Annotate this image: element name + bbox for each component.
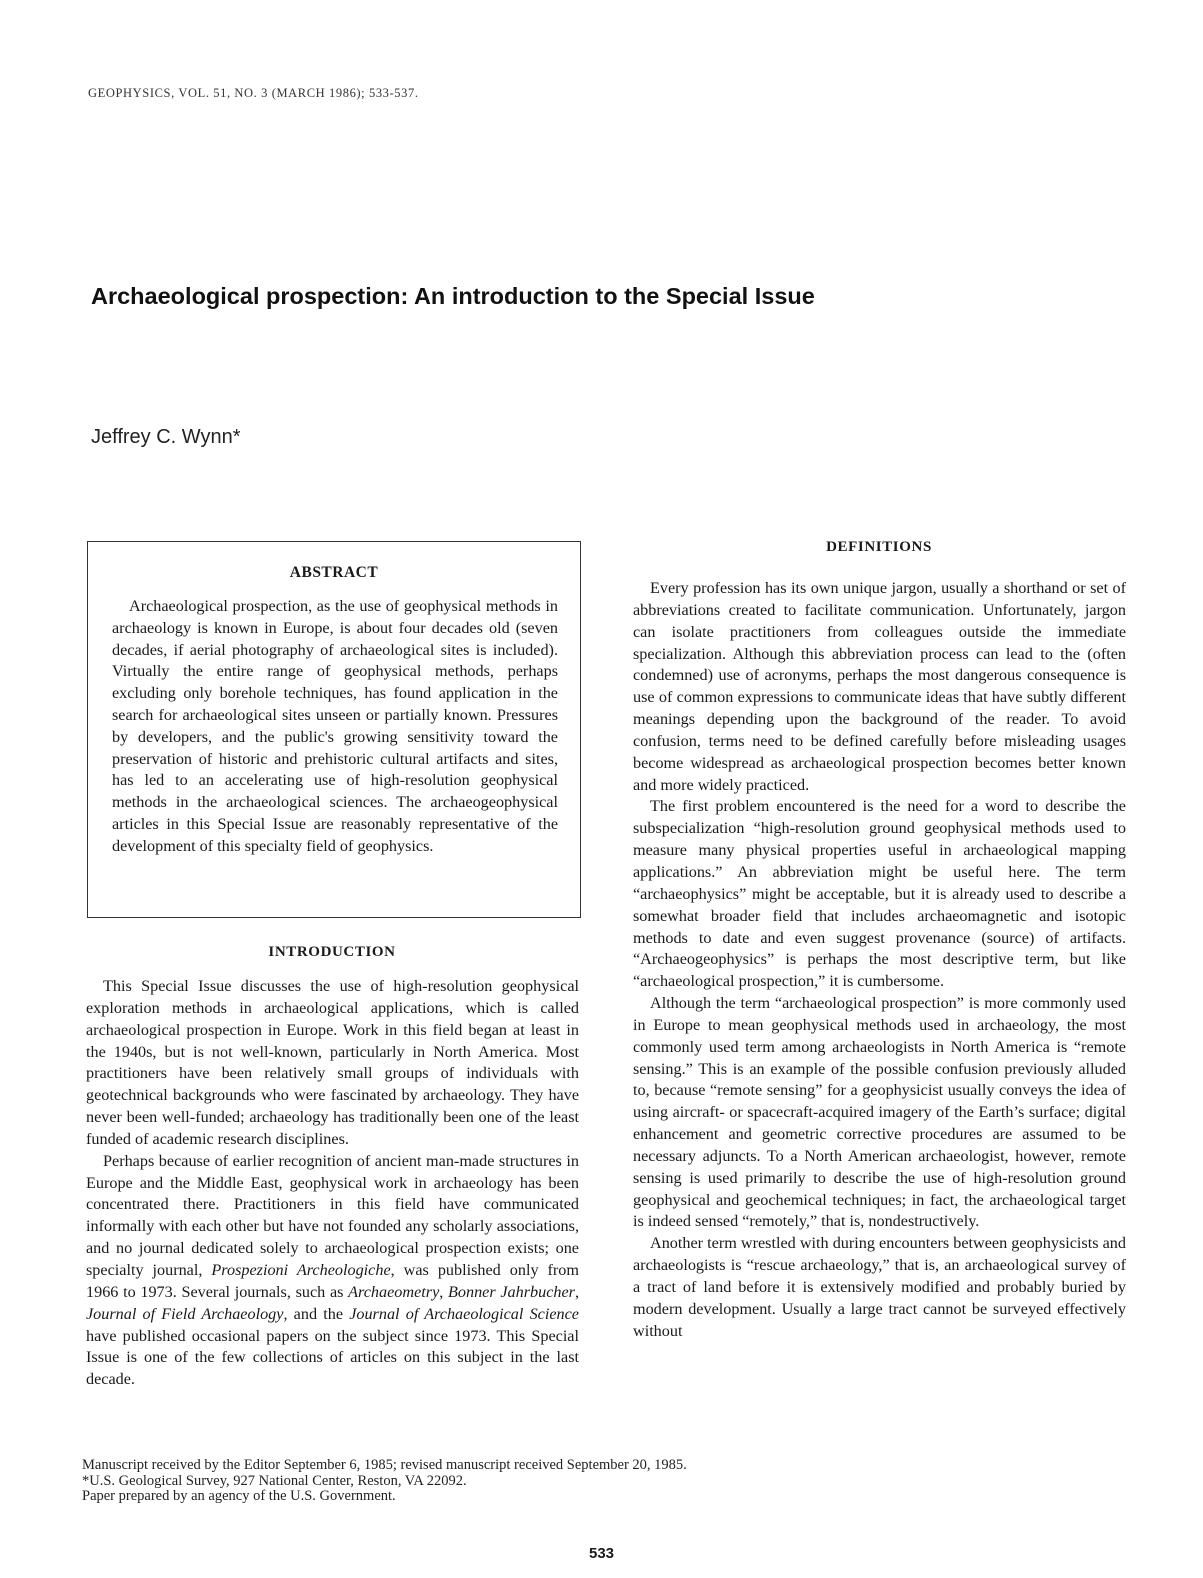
journal-header: GEOPHYSICS, VOL. 51, NO. 3 (MARCH 1986); 533-537.: [88, 86, 419, 100]
author-name: Jeffrey C. Wynn*: [91, 426, 241, 448]
footnote-manuscript: Manuscript received by the Editor September 6, 1985; revised manuscript received September 20, 1985.: [82, 1457, 687, 1473]
definitions-heading: DEFINITIONS: [826, 539, 932, 555]
abstract-box: [87, 541, 581, 918]
definitions-body: [633, 578, 1126, 1343]
text-run: ,: [574, 1282, 580, 1301]
introduction-paragraph: This Special Issue discusses the use of high-resolution geophysical exploration methods in archaeological applications, which is called archaeological prospection in Europe. Work in this field began at least in the 1940s, but is not well-known, particularly in North America. Most practitioners have been relatively small groups of individuals with geotechnical backgrounds who were fascinated by archaeology. They have never been well-funded; archaeology has traditionally been one of the least funded of academic research disciplines.: [86, 977, 579, 1148]
page-number: 533: [588, 1545, 615, 1562]
journal-title: Bonner Jahrbucher: [448, 1282, 575, 1301]
text-run: , was published only from 1966 to 1973. Several journals, such as: [86, 1260, 579, 1301]
text-run: Perhaps because of earlier recognition of ancient man-made structures in Europe and the Middle East, geophysical work in archaeology has been concentrated there. Practitioners in this field have communicated informally with each other but have not founded any scholarly associations, and no journal dedicated solely to archaeological prospection exists; one specialty journal,: [86, 1151, 579, 1279]
journal-title: Prospezioni Archeologiche: [211, 1260, 391, 1279]
definitions-paragraph: Another term wrestled with during encounters between geophysicists and archaeologists is “rescue archaeology,” that is, an archaeological survey of a tract of land before it is extensively modified and probably buried by modern development. Usually a large tract cannot be surveyed effectively without: [633, 1234, 1126, 1340]
text-run: , and the: [283, 1304, 350, 1323]
abstract-heading: ABSTRACT: [289, 564, 379, 581]
introduction-body: [86, 976, 579, 1391]
introduction-heading: INTRODUCTION: [268, 944, 396, 960]
introduction-paragraph: [86, 1151, 579, 1391]
footnote-government: Paper prepared by an agency of the U.S. Government.: [82, 1488, 396, 1504]
definitions-paragraph: The first problem encountered is the need for a word to describe the subspecialization “high-resolution ground geophysical methods used to measure many physical properties useful in archaeological mapping applications.” An abbreviation might be useful here. The term “archaeophysics” might be acceptable, but it is already used to describe a somewhat broader field that includes archaeomagnetic and isotopic methods to date and even suggest provenance (source) of artifacts. “Archaeogeophysics” is perhaps the most descriptive term, but like “archaeological prospection,” it is cumbersome.: [633, 797, 1126, 991]
footnotes: [82, 1458, 687, 1505]
definitions-paragraph: Every profession has its own unique jargon, usually a shorthand or set of abbreviations created to facilitate communication. Unfortunately, jargon can isolate practitioners from colleagues outside the immediate specialization. Although this abbreviation process can lead to the (often condemned) use of acronyms, perhaps the most dangerous consequence is use of common expressions to communicate ideas that have subtly different meanings depending upon the background of the reader. To avoid confusion, terms need to be defined carefully before misleading usages become widespread as archaeological prospection becomes better known and more widely practiced.: [633, 579, 1126, 794]
journal-title: Archaeometry: [348, 1282, 440, 1301]
definitions-paragraph: Although the term “archaeological prospection” is more commonly used in Europe to mean geophysical methods used in archaeology, the most commonly used term among archaeologists in North America is “remote sensing.” This is an example of the possible confusion previously alluded to, because “remote sensing” for a geophysicist usually conveys the idea of using aircraft- or spacecraft-acquired imagery of the Earth’s surface; digital enhancement and geometric corrective procedures are assumed to be necessary adjuncts. To a North American archaeologist, however, remote sensing is used primarily to describe the use of high-resolution ground geophysical and geochemical techniques; in fact, the archaeological target is indeed sensed “remotely,” that is, nondestructively.: [633, 994, 1126, 1231]
paper-title: Archaeological prospection: An introduction to the Special Issue: [91, 283, 815, 309]
text-run: have published occasional papers on the subject since 1973. This Special Issue is one of the few collections of articles on this subject in the last decade.: [86, 1326, 579, 1389]
journal-title: Journal of Archaeological Science: [349, 1304, 579, 1323]
abstract-text: Archaeological prospection, as the use of geophysical methods in archaeology is known in Europe, is about four decades old (seven decades, if aerial photography of archaeological sites is included). Virtually the entire range of geophysical methods, perhaps excluding only borehole techniques, has found application in the search for archaeological sites unseen or partially known. Pressures by developers, and the public's growing sensitivity toward the preservation of historic and prehistoric cultural artifacts and sites, has led to an accelerating use of high-resolution geophysical methods in the archaeological sciences. The archaeogeophysical articles in this Special Issue are reasonably representative of the development of this specialty field of geophysics.: [112, 597, 558, 855]
footnote-affiliation: *U.S. Geological Survey, 927 National Center, Reston, VA 22092.: [82, 1472, 467, 1489]
journal-title: Journal of Field Archaeology: [86, 1304, 284, 1323]
text-run: ,: [439, 1282, 448, 1301]
